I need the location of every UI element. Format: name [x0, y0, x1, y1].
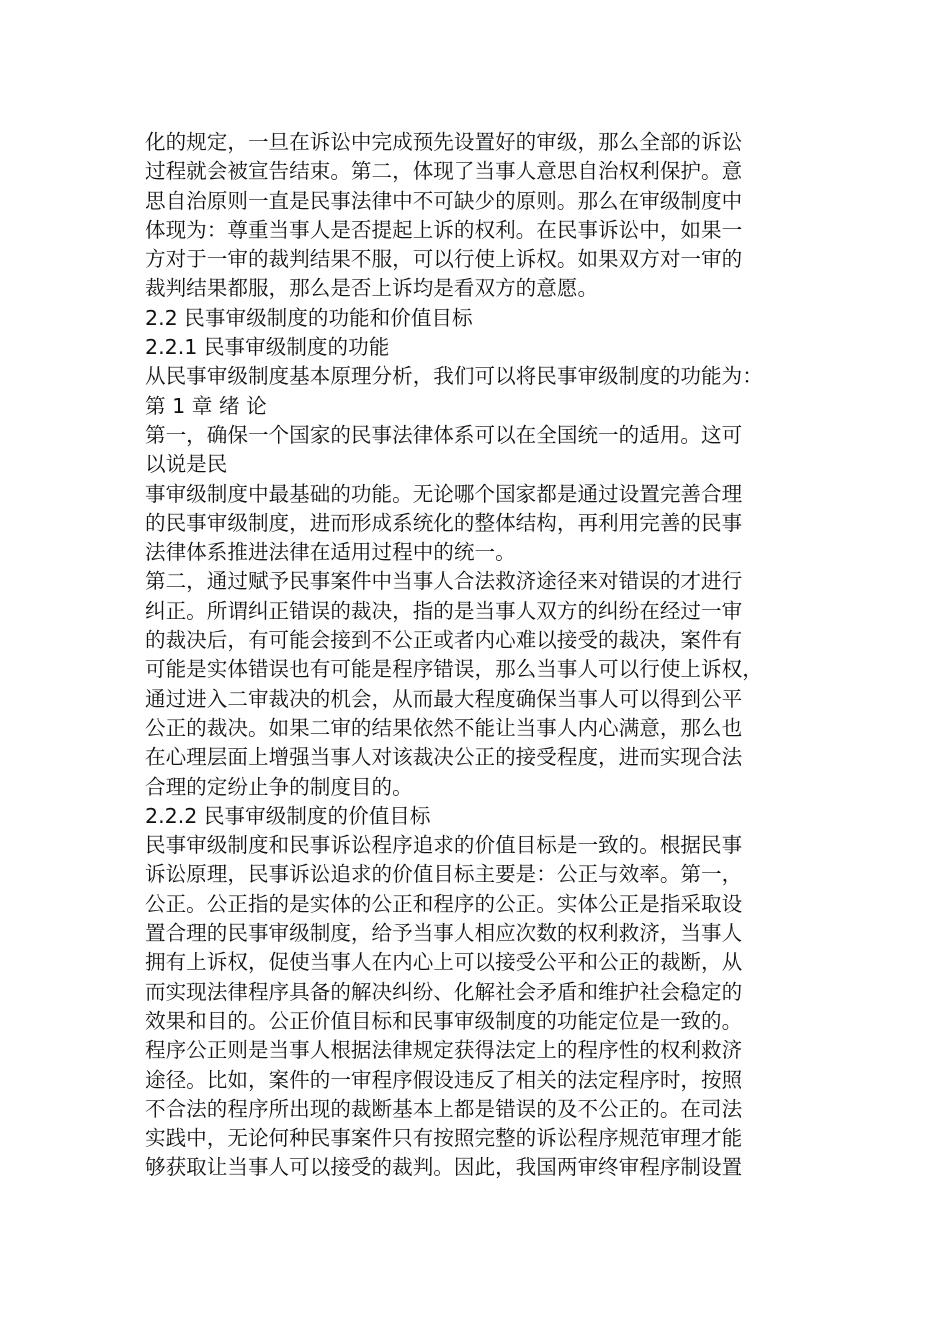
chapter-header: 第 1 章 绪 论 — [145, 393, 267, 418]
text-line: 从民事审级制度基本原理分析，我们可以将民事审级制度的功能为： — [145, 364, 763, 389]
section-heading-2-2-2: 2.2.2 民事审级制度的价值目标 — [145, 803, 431, 828]
text-line: 通过进入二审裁决的机会，从而最大程度确保当事人可以得到公平 — [145, 686, 743, 711]
text-line: 纠正。所谓纠正错误的裁决，指的是当事人双方的纠纷在经过一审 — [145, 598, 743, 623]
text-line: 第二，通过赋予民事案件中当事人合法救济途径来对错误的才进行 — [145, 569, 743, 594]
text-line: 的裁决后，有可能会接到不公正或者内心难以接受的裁决，案件有 — [145, 628, 743, 653]
text-line: 公正的裁决。如果二审的结果依然不能让当事人内心满意，那么也 — [145, 715, 743, 740]
text-line: 程序公正则是当事人根据法律规定获得法定上的程序性的权利救济 — [145, 1038, 743, 1063]
text-line: 诉讼原理，民事诉讼追求的价值目标主要是：公正与效率。第一， — [145, 862, 743, 887]
text-line: 事审级制度中最基础的功能。无论哪个国家都是通过设置完善合理 — [145, 481, 743, 506]
text-line: 置合理的民事审级制度，给予当事人相应次数的权利救济，当事人 — [145, 921, 743, 946]
text-line: 实践中，无论何种民事案件只有按照完整的诉讼程序规范审理才能 — [145, 1126, 743, 1151]
text-line: 效果和目的。公正价值目标和民事审级制度的功能定位是一致的。 — [145, 1008, 743, 1033]
text-line: 不合法的程序所出现的裁断基本上都是错误的及不公正的。在司法 — [145, 1096, 743, 1121]
text-line: 在心理层面上增强当事人对该裁决公正的接受程度，进而实现合法 — [145, 745, 743, 770]
text-line: 过程就会被宣告结束。第二，体现了当事人意思自治权利保护。意 — [145, 159, 743, 184]
text-line: 以说是民 — [145, 452, 228, 477]
text-line: 裁判结果都服，那么是否上诉均是看双方的意愿。 — [145, 276, 599, 301]
text-line: 体现为：尊重当事人是否提起上诉的权利。在民事诉讼中，如果一 — [145, 217, 743, 242]
text-line: 途径。比如，案件的一审程序假设违反了相关的法定程序时，按照 — [145, 1067, 743, 1092]
text-line: 法律体系推进法律在适用过程中的统一。 — [145, 540, 516, 565]
text-line: 化的规定，一旦在诉讼中完成预先设置好的审级，那么全部的诉讼 — [145, 130, 743, 154]
text-line: 可能是实体错误也有可能是程序错误，那么当事人可以行使上诉权， — [145, 657, 763, 682]
text-line: 合理的定纷止争的制度目的。 — [145, 774, 413, 799]
text-line: 公正。公正指的是实体的公正和程序的公正。实体公正是指采取设 — [145, 891, 743, 916]
text-line: 的民事审级制度，进而形成系统化的整体结构，再利用完善的民事 — [145, 510, 743, 535]
text-line: 方对于一审的裁判结果不服，可以行使上诉权。如果双方对一审的 — [145, 247, 743, 272]
text-line: 够获取让当事人可以接受的裁判。因此，我国两审终审程序制设置 — [145, 1155, 743, 1180]
text-line: 而实现法律程序具备的解决纠纷、化解社会矛盾和维护社会稳定的 — [145, 979, 743, 1004]
document-body — [145, 128, 810, 1183]
section-heading-2-2: 2.2 民事审级制度的功能和价值目标 — [145, 305, 473, 330]
text-line: 拥有上诉权，促使当事人在内心上可以接受公平和公正的裁断，从 — [145, 950, 743, 975]
text-line: 思自治原则一直是民事法律中不可缺少的原则。那么在审级制度中 — [145, 188, 743, 213]
text-line: 第一，确保一个国家的民事法律体系可以在全国统一的适用。这可 — [145, 422, 743, 447]
section-heading-2-2-1: 2.2.1 民事审级制度的功能 — [145, 335, 390, 360]
text-line: 民事审级制度和民事诉讼程序追求的价值目标是一致的。根据民事 — [145, 833, 743, 858]
